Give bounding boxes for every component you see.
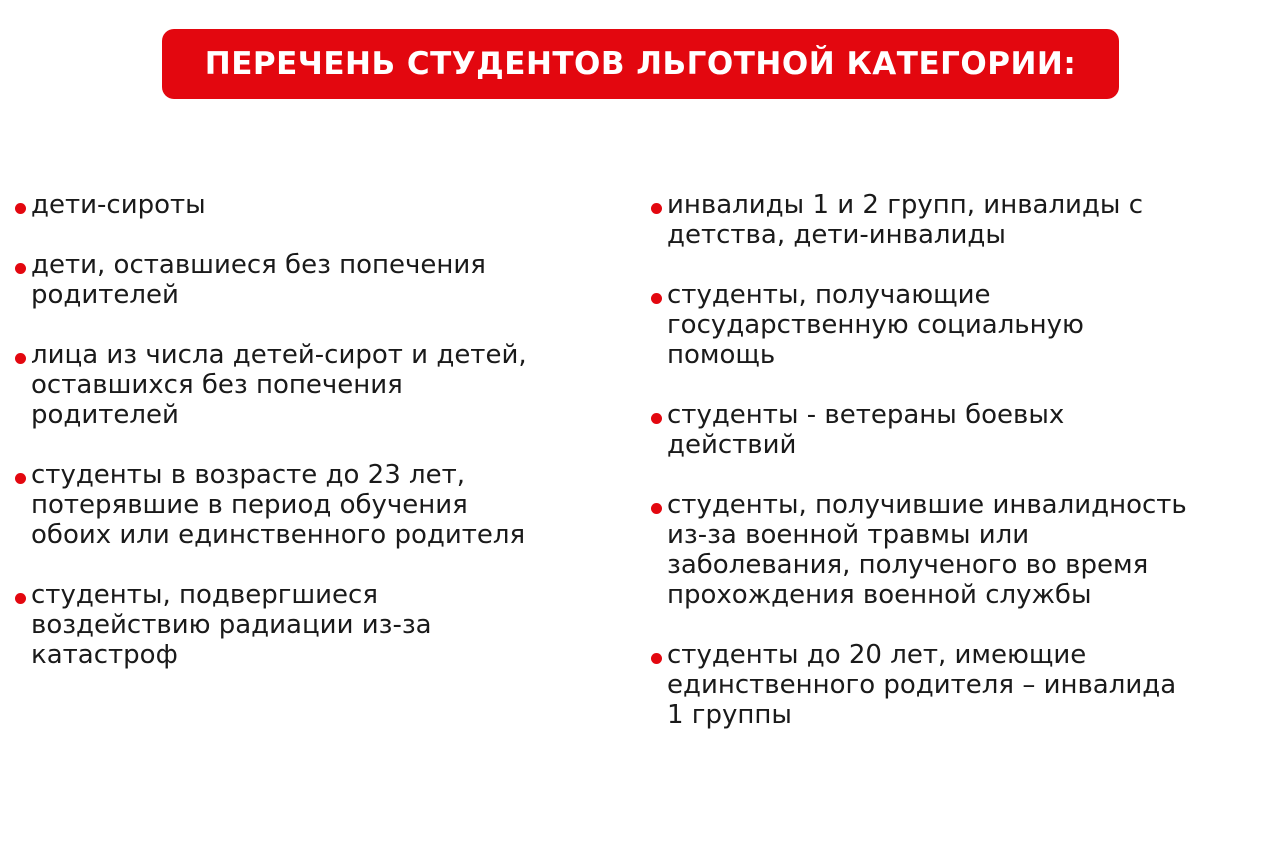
right-list — [648, 190, 1276, 760]
item-line: дети, оставшиеся без попечения — [31, 250, 486, 280]
item-line: помощь — [667, 340, 776, 370]
item-line: студенты в возрасте до 23 лет, — [31, 460, 466, 490]
bullet-icon — [15, 203, 26, 214]
item-line: обоих или единственного родителя — [31, 520, 526, 550]
list-item — [12, 460, 632, 550]
item-line: оставшихся без попечения — [31, 370, 403, 400]
bullet-icon — [651, 653, 662, 664]
item-line: родителей — [31, 280, 179, 310]
item-line: единственного родителя – инвалида — [667, 670, 1177, 700]
item-line: прохождения военной службы — [667, 580, 1092, 610]
bullet-icon — [651, 413, 662, 424]
item-line: детства, дети-инвалиды — [667, 220, 1006, 250]
bullet-icon — [15, 353, 26, 364]
item-line: дети-сироты — [31, 190, 206, 220]
item-line: катастроф — [31, 640, 178, 670]
bullet-icon — [15, 263, 26, 274]
item-line: 1 группы — [667, 700, 792, 730]
list-item — [648, 400, 1276, 460]
item-line: действий — [667, 430, 797, 460]
item-line: студенты, подвергшиеся — [31, 580, 378, 610]
list-item — [648, 640, 1276, 730]
item-line: из-за военной травмы или — [667, 520, 1030, 550]
bullet-icon — [15, 593, 26, 604]
bullet-icon — [15, 473, 26, 484]
list-item — [648, 190, 1276, 250]
item-line: лица из числа детей-сирот и детей, — [31, 340, 527, 370]
item-line: инвалиды 1 и 2 групп, инвалиды с — [667, 190, 1144, 220]
item-line: потерявшие в период обучения — [31, 490, 468, 520]
item-line: студенты до 20 лет, имеющие — [667, 640, 1087, 670]
bullet-icon — [651, 203, 662, 214]
left-list — [12, 190, 632, 700]
item-line: воздействию радиации из-за — [31, 610, 432, 640]
item-line: студенты - ветераны боевых — [667, 400, 1065, 430]
list-item — [648, 280, 1276, 370]
list-item — [12, 190, 632, 220]
item-line: государственную социальную — [667, 310, 1084, 340]
item-line: заболевания, полученого во время — [667, 550, 1149, 580]
item-line: родителей — [31, 400, 179, 430]
page-title: ПЕРЕЧЕНЬ СТУДЕНТОВ ЛЬГОТНОЙ КАТЕГОРИИ: — [204, 46, 1077, 82]
bullet-icon — [651, 293, 662, 304]
list-item — [12, 580, 632, 670]
bullet-icon — [651, 503, 662, 514]
list-item — [648, 490, 1276, 610]
item-line: студенты, получающие — [667, 280, 991, 310]
list-item — [12, 250, 632, 310]
list-item — [12, 340, 632, 430]
title-banner — [162, 29, 1119, 99]
item-line: студенты, получившие инвалидность — [667, 490, 1187, 520]
